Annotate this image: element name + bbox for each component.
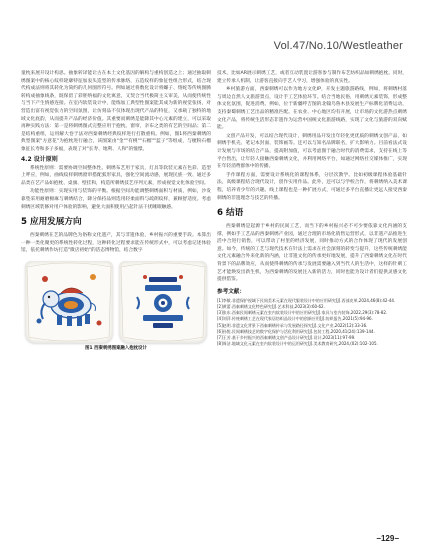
reference-item: [1]李敏.非遗保护视域下民间美术元素在现代服装设计中的应用研究[J].西部皮革,2024,46(8):42-44. [217,297,396,303]
figure-caption: 图1 西秦刺绣图案融入抱枕设计 [85,345,147,351]
elephant-embroidery-icon [25,261,113,343]
reference-item: [7]王芳.基于乡村振兴的西秦刺绣文创产品设计研究[J].设计,2023(11):97-99. [217,335,356,341]
right-paragraph-5: 西秦刺绣是起源于乡村的民间工艺，而当下的乡村振兴必不可少要依靠文化内涵的支撑，例如手工艺品的西秦刺绣产业园，通过合理的市场化销售运营形式，以非遗产品推进生活中合进行销售，可以带动了村里的经济发展，同时推动方式的合作体现了现代的发展创意。如今，传统的工艺与现代技术在针法上需求在社会深刻的转变与提升，这些传统刺绣能文化元素融合外来化新的内涵，让非遗文化的传承更好地发展，提升了西秦刺绣文化在时代背景下的品牌效应，从而使得刺绣的传承与发展需要融入到当代人的生活中，这样的针刺工艺才能焕发出新生机，为西秦刺绣的发展注入新的活力，同时也能为设计者们提供灵感文化提供借鉴。 [217,224,407,283]
left-paragraph-2: 系统性原则：需要协调空间整体性。刺绣布艺用于家具，灯具等软装元素在色彩、造型上呼应，例如，曲线纹样刺绣窗帘搭配弧形家具，强化空间流动感，展现民族一致、通过多品类在艺产品如抱枕、桌旗、壁挂和，构造所刺绣技艺序列元素，形成视觉文化体验空间。 [21,165,211,186]
reference-item: [8]周洁.地域文化元素在室内软装设计中的运用研究[J].美术教育研究,2024,(02):102-105. [217,341,378,347]
left-column [21,70,211,355]
right-paragraph-3: 文创产品开发，可以结合现代设计，刺绣用品开发出年轻化更优质的刺绣文创产品，如刺绣手机壳、笔记本封面、装饰画等。还可以与知名品牌联名，扩大影响力。目前看法式设计发展与市场的结合产品，提高附加值，可以考虑图于融合时代的消费需求，支持在线上等平台售出，让年轻人接触西秦刺绣文化，并利用网络平台，如通过网络社交媒体推广，实现在年轻消费群体中的传播。 [217,133,407,170]
left-paragraph-4: 西秦刺绣在艺的品牌色为俗称文化遗产，其与非遗体验，乡村振兴的重要手段。本算出一种一类化聚更的系统性转化过程，这种转化过程要求能在传统形式中，可以考虑记述体验馆，依托刺绣作坊打造"微店初始"的活态博物馆，结合数字 [21,233,211,254]
right-paragraph-4: 手作课程方面，需要设计系统化的课程体系，分层次教学。比如初级课程体验基础针法，高级课程结合现代设计，创作实用作品。此外，还可以与学校合作，将刺绣纳入美术课程，培养青少年的兴趣。线上课程也是一种扩展方式，可通过多平台直播让更远人接受西秦刺绣的非遗理念与技艺的传播。 [217,172,407,201]
reference-item: [3]张东.西秦民间刺绣元素在室内软装设计中的应用研究[J].家具与室内装饰,2022,29(3):78-82. [217,310,388,316]
section-5-heading: 5 应用发展方向 [21,217,82,228]
right-pillow-image [119,261,207,343]
references-heading: 参考文献： [217,288,245,295]
right-column [217,70,407,347]
reference-item: [4]刘萍.传统刺绣工艺在现代家居纺织品设计中的创新应用[J].纺织报告,2021(5):94-96. [217,316,373,322]
section-6-heading: 6 结语 [217,208,244,219]
page-number: −129− [376,534,399,543]
right-paragraph-1: 技术，比如AR展示刺绣工艺，或者互动装置让游客参与制作布艺纺织品如刺绣抱枕。同时，建立传承人机制，让游客直接向手艺人学习，增强体验的真实性。 [217,71,407,84]
figure-1 [21,259,211,355]
journal-header: Vol.47/No.10/Westleather [273,40,403,52]
fu-character-embroidery-icon [119,261,207,343]
left-pillow-image [25,261,113,343]
reference-item: [5]赵明.非遗文化背景下西秦刺绣传承与发展路径探究[J].文化产业,2022(12):33-36. [217,322,368,328]
right-paragraph-2: 乡村旅游方面，西秦刺绣可以作为地方文化IP，开发主题旅游路线，例如，将刺绣村落与周边自然人文旅游景点，设计手工艺体验环节。结合当地民俗，用刺绣元素装饰，形成整体文化氛围，促进消费。例如，位于新疆呼吉图的北翰乌鲁木县发展生产标牌化消费运动，支持秦蜀刺绣工艺出品的精准匹配。在农业、中心地区均有开展，让市场的文化游热点刺绣文化产品，将传统生活形态非遗作为运营中国统文化旅游线路，实现了文化与旅游的双向赋能。 [217,87,407,131]
subheading-design-principles: 4.2 设计原则 [21,155,58,163]
left-paragraph-1: 童枕来展开设计构思。抽象转译能让古在本土文化基因的解构与重构创造之上；通过抽取刺绣图案中的核心纹样轮廓特征加衷头造型的传承脉络，五造纹样的象征性组合形式，结合现代构成法则将其转化为简约的几何图形符号。例如通过将数化设计将螺子、熔蛇等传统图腾转构成抽象线条，既保留了彩胚纳福的文化寓意，又契合当代极简主义审美，从而使传统性与当下产生情感连接。在室内软装设计中，能练加工典型性图案能其成为新的视觉张扬，对营造出富有视觉张力的空间氛围，让仿刻品不仅体现出现代产品的特征，又承载了独特的地域文化底韵，从而提升产品的经济价值。其重要而刺绣是能降其中心元素的建立，可以采取再种实践方法：第一是将刺绣图式完整应用于抱枕、窗帘，亲布之类的有艺的空间品；第二是结构重组，运用解大卷于法对西秦刺绣经典纹样进行打散重构。例如，图1将西秦刺绣的典型图案"方意花"为抱枕进行融合，该图案由"金""有桃""石榴""蓝子"等组成，与梳粉石榴象征长寿和多子多福，表现了对"长寿、地利、人和"的憧憬。 [21,71,211,152]
reference-item: [6]孙悦.民间刺绣技艺的数字化保护与活化利用研究[J].包装工程,2020,41(24):139-144. [217,328,375,334]
reference-item: [2]黄蕾.西秦刺绣文化特色研究[J].艺术科技,2023(3):60-62. [217,304,325,310]
left-paragraph-3: 功能性原则：实现实用与装饰的平衡。根据空间功能调整刺绣面积与材质，例如，沙发靠垫采用耐磨棉麻与刺绣结合，降分保持品则选用轻柔面料与疏朗纹样，兼顾舒适度。考虑刺绣区域装修对用户体验的影响，避免大面积使用凸起针法干扰睡眠触感。 [21,189,211,210]
